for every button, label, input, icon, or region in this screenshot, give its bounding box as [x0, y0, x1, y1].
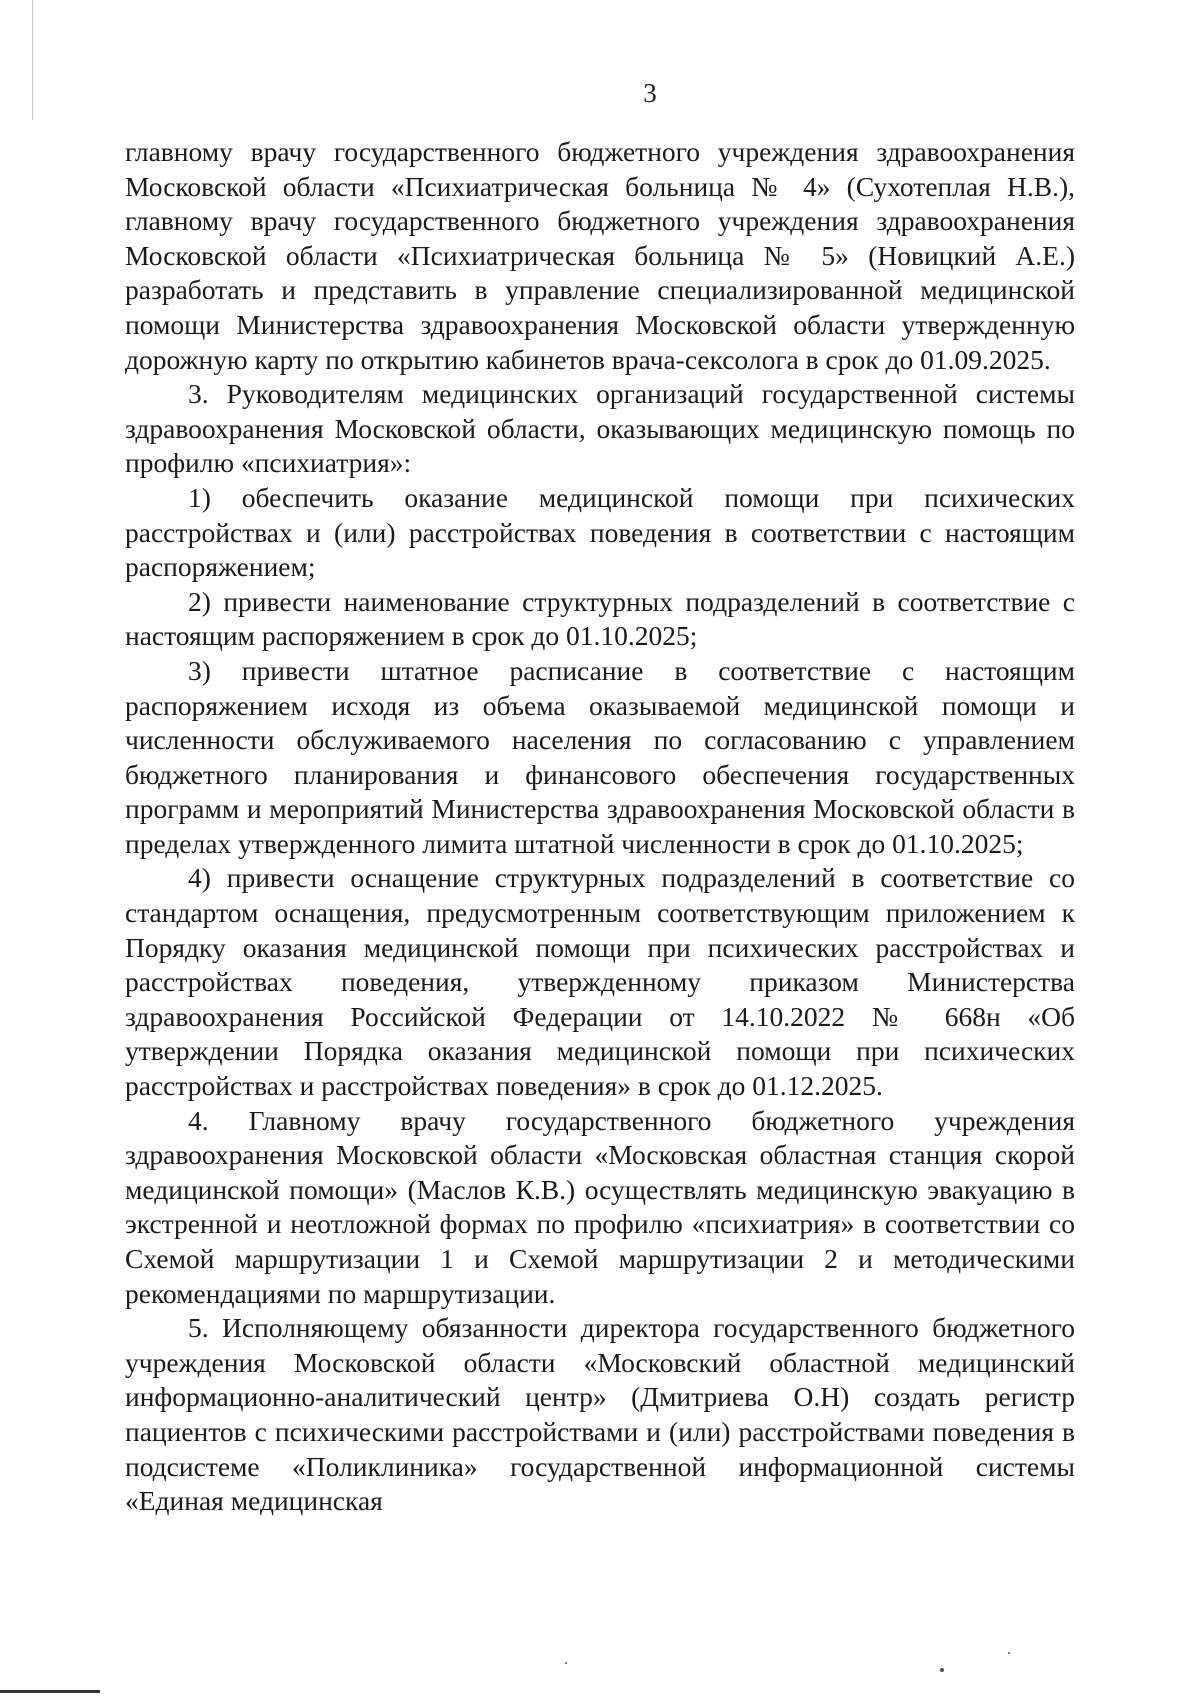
- document-body: [125, 135, 1075, 1519]
- paragraph-item-3-2: 2) привести наименование структурных подразделений в соответствие с настоящим распоряжением в срок до 01.10.2025;: [125, 585, 1075, 652]
- paragraph-item-3: 3. Руководителям медицинских организаций государственной системы здравоохранения Московской области, оказывающих медицинскую помощь по профилю «психиатрия»:: [125, 378, 1075, 479]
- page-number: 3: [643, 78, 657, 108]
- paragraph-item-5: 5. Исполняющему обязанности директора государственного бюджетного учреждения Московской области «Московский областной медицинский информационно-аналитический центр» (Дмитриева О.Н) создать регистр пациентов с психическими расстройствами и (или) расстройствами поведения в подсистеме «Поликлиника» государственной информационной системы «Единая медицинская: [125, 1312, 1075, 1517]
- paragraph-item-4: 4. Главному врачу государственного бюджетного учреждения здравоохранения Московской области «Московская областная станция скорой медицинской помощи» (Маслов К.В.) осуществлять медицинскую эвакуацию в экстренной и неотложной формах по профилю «психиатрия» в соответствии со Схемой маршрутизации 1 и Схемой маршрутизации 2 и методическими рекомендациями по маршрутизации.: [125, 1104, 1075, 1309]
- scan-speck: [1008, 1652, 1010, 1654]
- paragraph-item-3-3: 3) привести штатное расписание в соответствие с настоящим распоряжением исходя из объема оказываемой медицинской помощи и численности обслуживаемого населения по согласованию с управлением бюджетного планирования и финансового обеспечения государственных программ и мероприятий Министерства здравоохранения Московской области в пределах утвержденного лимита штатной численности в срок до 01.10.2025;: [125, 654, 1075, 859]
- paragraph-item-3-1: 1) обеспечить оказание медицинской помощи при психических расстройствах и (или) расстройствах поведения в соответствии с настоящим распоряжением;: [125, 481, 1075, 583]
- scan-speck: [565, 1662, 567, 1664]
- paragraph-continuation: главному врачу государственного бюджетного учреждения здравоохранения Московской области «Психиатрическая больница № 4» (Сухотеплая Н.В.), главному врачу государственного бюджетного учреждения здравоохранения Московской области «Психиатрическая больница № 5» (Новицкий А.Е.) разработать и представить в управление специализированной медицинской помощи Министерства здравоохранения Московской области утвержденную дорожную карту по открытию кабинетов врача-сексолога в срок до 01.09.2025.: [125, 136, 1075, 375]
- scan-speck: [940, 1668, 944, 1672]
- paragraph-item-3-4: 4) привести оснащение структурных подразделений в соответствие со стандартом оснащения, предусмотренным соответствующим приложением к Порядку оказания медицинской помощи при психических расстройствах и расстройствах поведения, утвержденному приказом Министерства здравоохранения Российской Федерации от 14.10.2022 № 668н «Об утверждении Порядка оказания медицинской помощи при психических расстройствах и расстройствах поведения» в срок до 01.12.2025.: [125, 862, 1075, 1102]
- scan-edge-mark: [0, 1690, 100, 1693]
